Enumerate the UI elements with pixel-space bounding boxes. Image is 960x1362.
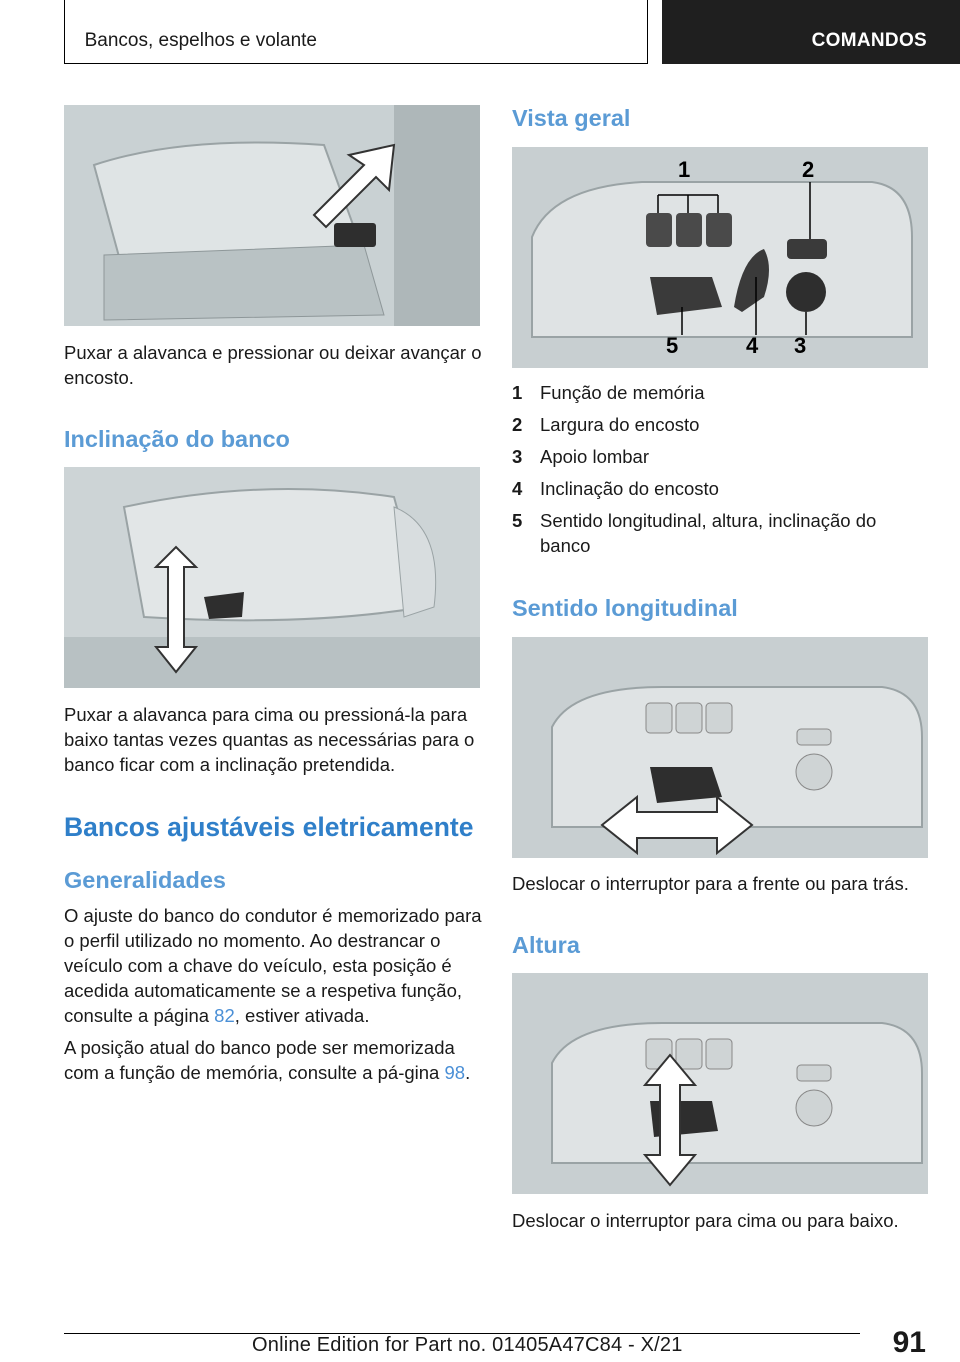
list-item: 1 Função de memória	[512, 382, 705, 403]
caption-longitudinal: Deslocar o interruptor para a frente ou para trás.	[512, 873, 909, 894]
list-item: 5 Sentido longitudinal, altura, inclinação do banco	[512, 510, 877, 556]
figure-height	[512, 973, 928, 1194]
header-section-box	[64, 0, 648, 64]
heading-generalidades: Generalidades	[64, 867, 226, 893]
link-page-98[interactable]: 98	[444, 1062, 466, 1083]
header-section-title: Bancos, espelhos e volante	[84, 30, 317, 51]
figure-seat-tilt-lever	[64, 467, 480, 688]
heading-altura: Altura	[512, 932, 580, 958]
lumbar-knob	[786, 272, 826, 312]
callout-2: 2	[802, 157, 815, 182]
width-switch	[787, 239, 827, 259]
callout-3: 3	[794, 333, 807, 358]
callout-5: 5	[666, 333, 679, 358]
figure-control-overview	[512, 147, 928, 368]
link-page-82[interactable]: 82	[214, 1005, 235, 1026]
paragraph-memoria: A posição atual do banco pode ser memorizada com a função de memória, consulte a pá-gina 98.	[64, 1037, 471, 1083]
callout-1: 1	[678, 157, 691, 182]
heading-sentido-longitudinal: Sentido longitudinal	[512, 595, 738, 621]
memory-button-1	[646, 213, 672, 247]
list-item: 4 Inclinação do encosto	[512, 478, 719, 499]
caption-tilt: Puxar a alavanca para cima ou pressioná-la para baixo tantas vezes quantas as necessárias para o banco ficar com a inclinação pretendida.	[64, 704, 475, 775]
figure-backrest-lever	[64, 105, 480, 326]
figure-longitudinal	[512, 637, 928, 858]
list-item: 2 Largura do encosto	[512, 414, 700, 435]
heading-bancos-eletricos: Bancos ajustáveis eletricamente	[64, 812, 474, 842]
footer-edition: Online Edition for Part no. 01405A47C84 - X/21	[252, 1334, 683, 1356]
paragraph-memorizado: O ajuste do banco do condutor é memorizado para o perfil utilizado no momento. Ao destrancar o veículo com a chave do veículo, esta posição é acedida automaticamente se a respetiva função, consulte a página 82, estiver ativada.	[64, 905, 482, 1026]
heading-vista-geral: Vista geral	[512, 105, 631, 131]
callout-4: 4	[746, 333, 759, 358]
caption-backrest: Puxar a alavanca e pressionar ou deixar avançar o encosto.	[64, 342, 482, 388]
legend-list	[512, 380, 928, 580]
memory-button-2	[676, 213, 702, 247]
header-chapter-title: COMANDOS	[811, 30, 927, 51]
header-chapter-box	[662, 0, 960, 64]
heading-inclinacao: Inclinação do banco	[64, 426, 290, 452]
page-number: 91	[892, 1326, 926, 1359]
list-item: 3 Apoio lombar	[512, 446, 650, 467]
caption-altura: Deslocar o interruptor para cima ou para baixo.	[512, 1210, 899, 1231]
memory-button-3	[706, 213, 732, 247]
